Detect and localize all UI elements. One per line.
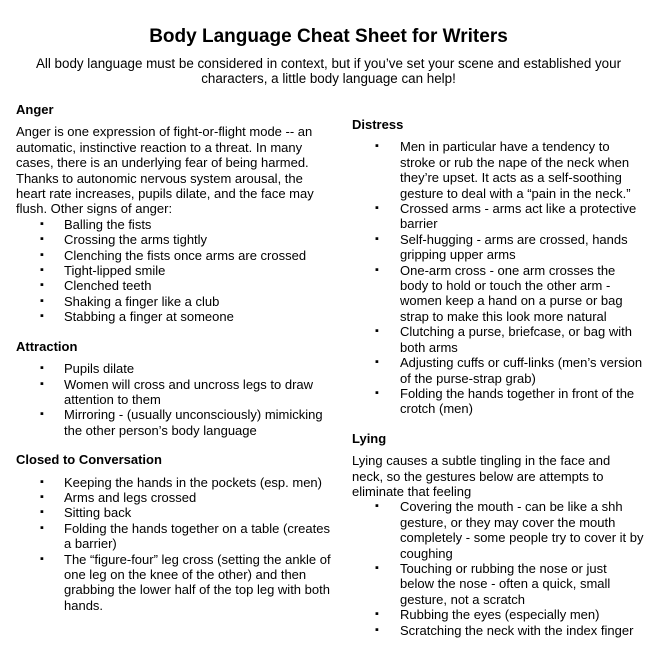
list-item: ▪ Crossing the arms tightly (16, 232, 334, 247)
list-item: ▪ Arms and legs crossed (16, 490, 334, 505)
list-item: ▪ Folding the hands together on a table (creates a barrier) (16, 521, 334, 552)
list-item: ▪ Clenched teeth (16, 278, 334, 293)
attraction-heading: Attraction (16, 338, 78, 354)
list-item: ▪ Women will cross and uncross legs to draw attention to them (16, 377, 334, 408)
list-item: ▪ Crossed arms - arms act like a protective barrier (352, 201, 644, 232)
lying-section (352, 431, 644, 638)
list-item: ▪ Sitting back (16, 505, 334, 520)
closed-list (16, 475, 334, 614)
list-item: ▪ One-arm cross - one arm crosses the body to hold or touch the other arm - women keep a hand on a purse or bag strap to make this look more natural (352, 263, 644, 325)
list-item: ▪ Stabbing a finger at someone (16, 309, 334, 324)
closed-section (16, 452, 334, 613)
list-item: ▪ The “figure-four” leg cross (setting the ankle of one leg on the knee of the other) and then grabbing the lower half of the top leg with both hands. (16, 552, 334, 614)
list-item: ▪ Pupils dilate (16, 361, 334, 376)
distress-list (352, 139, 644, 416)
list-item: ▪ Adjusting cuffs or cuff-links (men’s version of the purse-strap grab) (352, 355, 644, 386)
list-item: ▪ Mirroring - (usually unconsciously) mimicking the other person’s body language (16, 407, 334, 438)
attraction-list (16, 361, 334, 438)
list-item: ▪ Balling the fists (16, 217, 334, 232)
left-column (16, 102, 334, 613)
list-item: ▪ Scratching the neck with the index finger (352, 623, 644, 638)
list-item: ▪ Clenching the fists once arms are crossed (16, 248, 334, 263)
anger-list (16, 217, 334, 325)
list-item: ▪ Men in particular have a tendency to stroke or rub the nape of the neck when they’re upset. It acts as a self-soothing gesture to deal with a “pain in the neck.” (352, 139, 644, 201)
lying-list (352, 499, 644, 638)
lying-intro: Lying causes a subtle tingling in the face and neck, so the gestures below are attempts to eliminate that feeling (352, 453, 611, 499)
list-item: ▪ Rubbing the eyes (especially men) (352, 607, 644, 622)
list-item: ▪ Shaking a finger like a club (16, 294, 334, 309)
list-item: ▪ Covering the mouth - can be like a shh gesture, or they may cover the mouth completely - some people try to cover it by coughing (352, 499, 644, 561)
closed-heading: Closed to Conversation (16, 452, 162, 468)
lying-heading: Lying (352, 430, 387, 446)
anger-intro: Anger is one expression of fight-or-flight mode -- an automatic, instinctive reaction to a threat. In many cases, there is an underlying fear of being harmed. Thanks to autonomic nervous system arousal, the heart rate increases, pupils dilate, and the face may flush. Other signs of anger: (16, 124, 314, 217)
right-column (352, 117, 644, 638)
list-item: ▪ Self-hugging - arms are crossed, hands gripping upper arms (352, 232, 644, 263)
distress-heading: Distress (352, 117, 404, 132)
page-title: Body Language Cheat Sheet for Writers (149, 26, 508, 47)
list-item: ▪ Clutching a purse, briefcase, or bag with both arms (352, 324, 644, 355)
list-item: ▪ Tight-lipped smile (16, 263, 334, 278)
anger-heading: Anger (16, 102, 54, 117)
list-item: ▪ Keeping the hands in the pockets (esp. men) (16, 475, 334, 490)
list-item: ▪ Touching or rubbing the nose or just below the nose - often a quick, small gesture, not a scratch (352, 561, 644, 607)
attraction-section (16, 339, 334, 438)
distress-section (352, 117, 644, 417)
page-subtitle: All body language must be considered in context, but if you’ve set your scene and established your characters, a little body language can help! (35, 56, 622, 87)
list-item: ▪ Folding the hands together in front of the crotch (men) (352, 386, 644, 417)
anger-section (16, 102, 334, 325)
